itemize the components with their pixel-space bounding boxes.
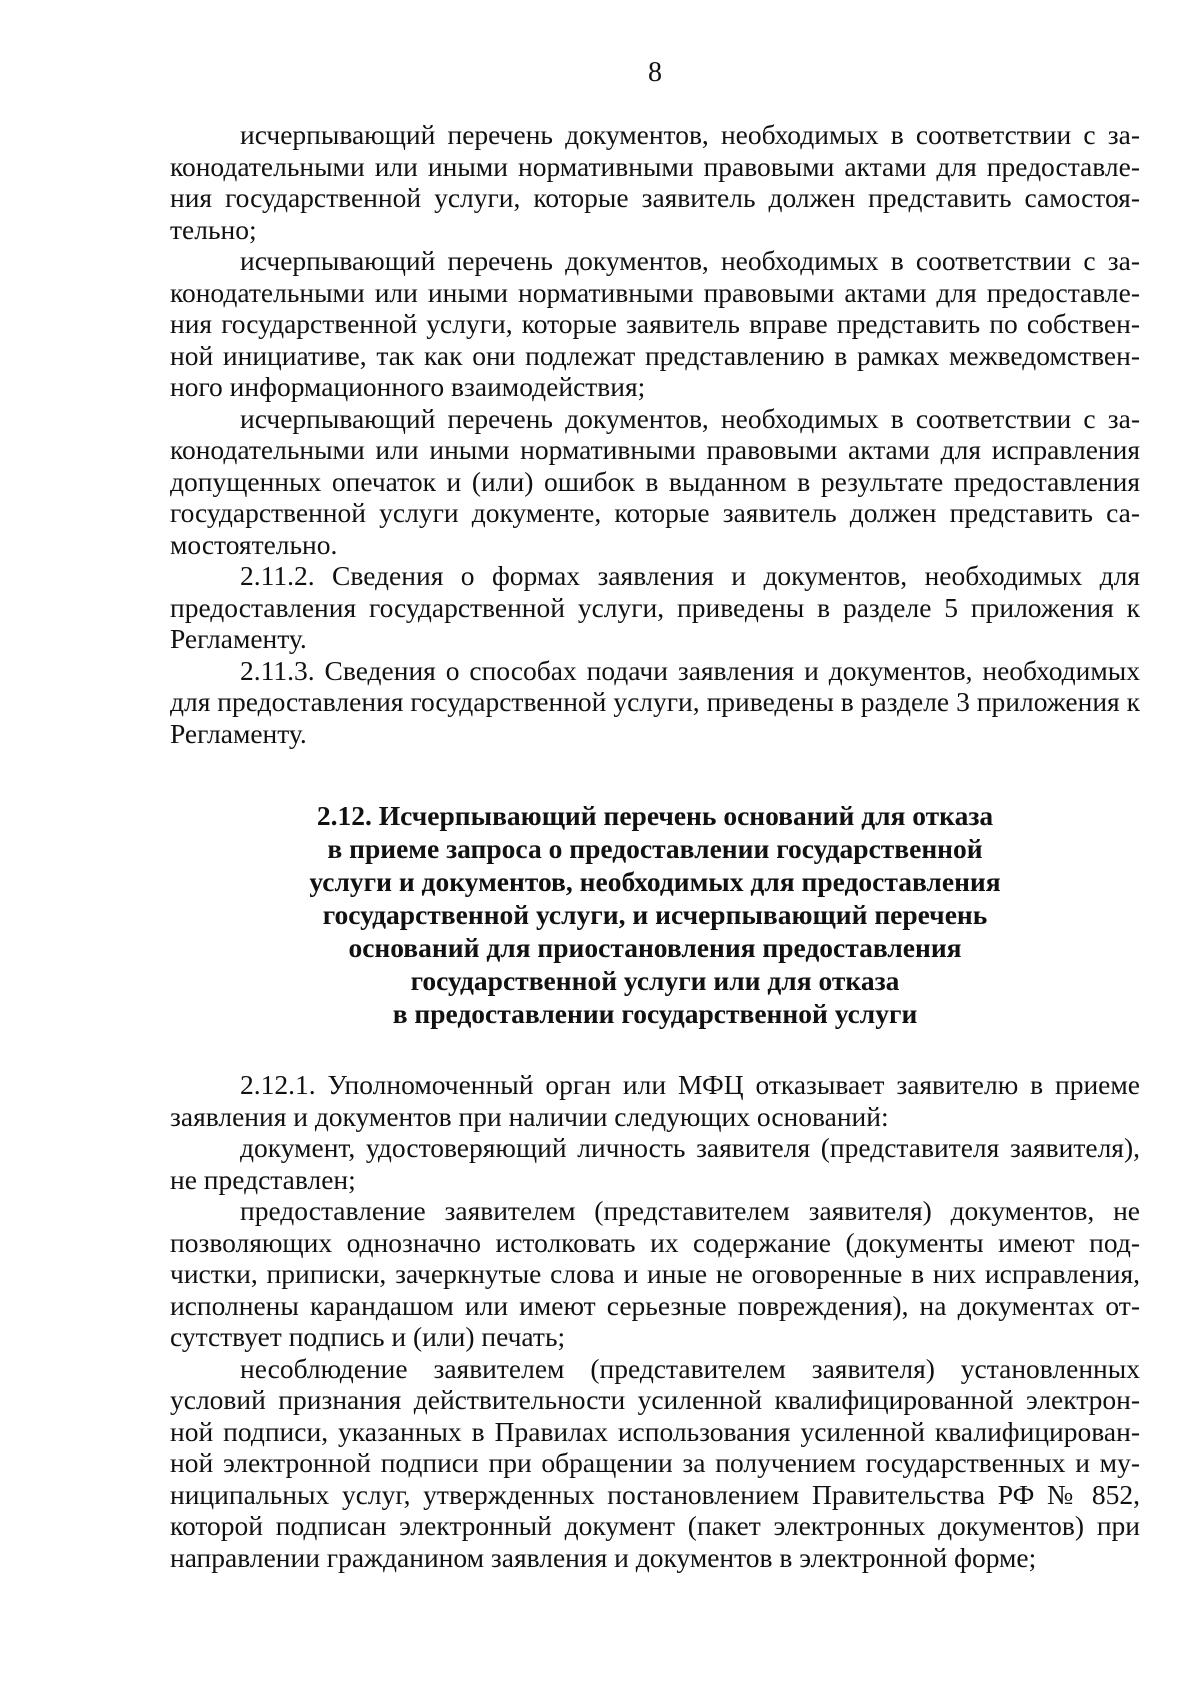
paragraph-2-11-3: 2.11.3. Сведения о способах подачи заявления и документов, необходимых для предоставления государственной услуги, приведены в разделе 3 приложения к Регламенту. <box>170 654 1140 749</box>
paragraph-2-12-1: 2.12.1. Уполномоченный орган или МФЦ отказывает заявителю в приеме заявления и документов при наличии следующих оснований: <box>170 1069 1140 1132</box>
page-number: 8 <box>648 57 662 88</box>
heading-line: государственной услуги или для отказа <box>410 965 900 996</box>
paragraph-2-11-2: 2.11.2. Сведения о формах заявления и документов, необходимых для предоставления государственной услуги, приведены в разделе 5 приложения к Регламенту. <box>170 560 1140 654</box>
heading-line: государственной услуги, и исчерпывающий перечень <box>322 899 988 930</box>
heading-line: оснований для приостановления предоставления <box>348 932 962 963</box>
heading-line: в приеме запроса о предоставлении государственной <box>327 833 983 864</box>
paragraph: исчерпывающий перечень документов, необходимых в соответствии с законодательными или иными нормативными правовыми актами для предоставления государственной услуги, которые заявитель вправе представить по собственной инициативе, так как они подлежат представлению в рамках межведомственного информационного взаимодействия; <box>170 245 1140 402</box>
paragraph: документ, удостоверяющий личность заявителя (представителя заявителя), не представлен; <box>170 1132 1140 1195</box>
paragraph: предоставление заявителем (представителем заявителя) документов, не позволяющих однозначно истолковать их содержание (документы имеют подчистки, приписки, зачеркнутые слова и иные не оговоренные в них исправления, исполнены карандашом или имеют серьезные повреждения), на документах отсутствует подпись и (или) печать; <box>170 1195 1140 1352</box>
heading-line: 2.12. Исчерпывающий перечень оснований для отказа <box>316 800 994 831</box>
section-heading-2-12 <box>170 799 1140 1030</box>
heading-line: услуги и документов, необходимых для предоставления <box>309 866 1001 897</box>
paragraph: исчерпывающий перечень документов, необходимых в соответствии с законодательными или иными нормативными правовыми актами для предоставления государственной услуги, которые заявитель должен представить самостоятельно; <box>170 119 1140 245</box>
bottom-text-block <box>170 1069 1140 1573</box>
heading-line: в предоставлении государственной услуги <box>392 998 918 1029</box>
paragraph: несоблюдение заявителем (представителем заявителя) установленных условий признания действительности усиленной квалифицированной электронной подписи, указанных в Правилах использования усиленной квалифицированной электронной подписи при обращении за получением государственных и муниципальных услуг, утвержденных постановлением Правительства РФ № 852, которой подписан электронный документ (пакет электронных документов) при направлении гражданином заявления и документов в электронной форме; <box>170 1352 1140 1573</box>
paragraph: исчерпывающий перечень документов, необходимых в соответствии с законодательными или иными нормативными правовыми актами для исправления допущенных опечаток и (или) ошибок в выданном в результате предоставления государственной услуги документе, которые заявитель должен представить самостоятельно. <box>170 402 1140 560</box>
top-text-block <box>170 119 1140 749</box>
